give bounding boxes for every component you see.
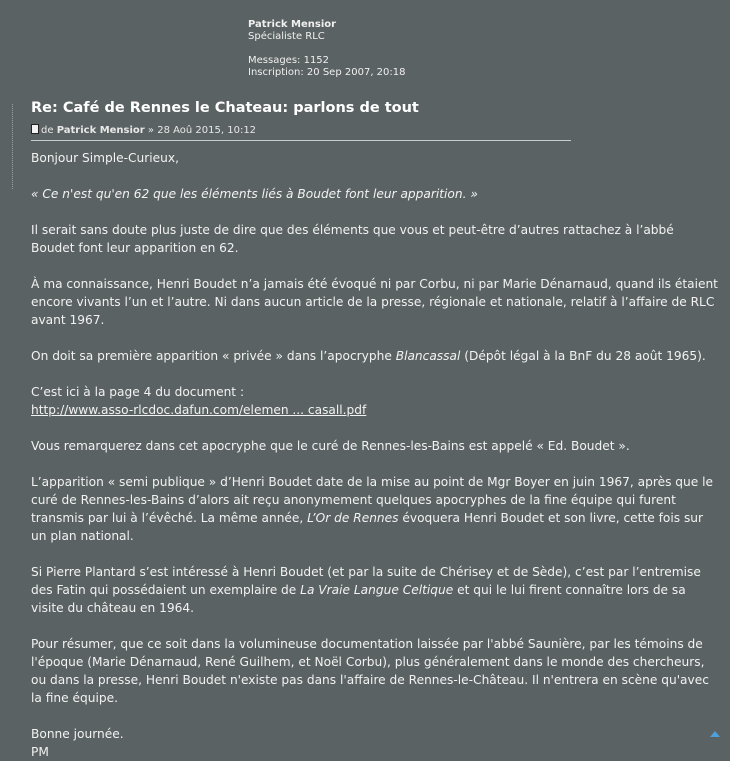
post-paragraph-7	[31, 563, 721, 617]
post-paragraph-2: À ma connaissance, Henri Boudet n’a jamais été évoqué ni par Corbu, ni par Marie Dénarnaud, quand ils étaient encore vivants l’un et l’autre. Ni dans aucun article de la presse, régionale et nationale, relatif à l’affaire de RLC avant 1967.	[31, 277, 718, 327]
post-left-border	[12, 104, 14, 189]
post-meta-prefix: de	[41, 125, 54, 136]
post-closing: Bonne journée.	[31, 727, 124, 741]
post-meta-date: » 28 Aoû 2015, 10:12	[147, 125, 257, 136]
post-paragraph-5: Vous remarquerez dans cet apocryphe que le curé de Rennes-les-Bains est appelé « Ed. Boudet ».	[31, 439, 630, 453]
paragraph-6-text-a: L’apparition « semi publique » d’Henri Boudet date de la mise au point de Mgr Boyer en juin 1967, après que le curé de Rennes-les-Bains d’alors ait reçu anonymement quelques apocryphes de la fine équipe qui furent transmis par lui à l’évêché. La même année,	[31, 475, 714, 525]
post-paragraph-8: Pour résumer, que ce soit dans la volumineuse documentation laissée par l'abbé Saunière, par les témoins de l'époque (Marie Dénarnaud, René Guilhem, et Noël Corbu), plus généralement dans le monde des chercheurs, ou dans la presse, Henri Boudet n'existe pas dans l'affaire de Rennes-le-Château. Il n'entrera en scène qu'avec la fine équipe.	[31, 637, 709, 705]
paragraph-6-text-b: évoquera Henri Boudet et son livre, cette fois sur un plan national.	[31, 511, 704, 543]
paragraph-3-emphasis: Blancassal	[395, 349, 461, 363]
title-divider	[31, 140, 571, 141]
back-to-top-icon[interactable]	[710, 731, 720, 737]
post-paragraph-6	[31, 473, 721, 545]
post-signature: PM	[31, 745, 49, 759]
post-meta	[31, 124, 256, 136]
paragraph-7-text-a: Si Pierre Plantard s’est intéressé à Henri Boudet (et par la suite de Chérisey et de Sède), c’est par l’entremise des Fatin qui possédaient un exemplaire de	[31, 565, 701, 597]
post-paragraph-4	[31, 383, 721, 419]
paragraph-3-text-b: (Dépôt légal à la BnF du 28 août 1965).	[460, 349, 706, 363]
author-profile	[248, 19, 406, 79]
post-greeting: Bonjour Simple-Curieux,	[31, 151, 179, 165]
paragraph-6-emphasis: L’Or de Rennes	[307, 511, 399, 525]
paragraph-7-text-b: et qui le lui firent connaître lors de sa visite du château en 1964.	[31, 583, 686, 615]
author-registration-date: Inscription: 20 Sep 2007, 20:18	[248, 67, 406, 78]
author-name[interactable]: Patrick Mensior	[248, 19, 337, 30]
document-icon[interactable]	[31, 124, 39, 134]
paragraph-4-text: C’est ici à la page 4 du document :	[31, 385, 245, 399]
paragraph-3-text-a: On doit sa première apparition « privée » dans l’apocryphe	[31, 349, 396, 363]
author-message-count: Messages: 1152	[248, 55, 330, 66]
paragraph-7-emphasis: La Vraie Langue Celtique	[300, 583, 454, 597]
post-title[interactable]: Re: Café de Rennes le Chateau: parlons de tout	[31, 100, 419, 116]
post-quote: « Ce n'est qu'en 62 que les éléments liés à Boudet font leur apparition. »	[31, 187, 478, 201]
document-link[interactable]: http://www.asso-rlcdoc.dafun.com/elemen ... casall.pdf	[31, 403, 367, 417]
post-meta-author[interactable]: Patrick Mensior	[56, 125, 145, 136]
post-paragraph-1: Il serait sans doute plus juste de dire que des éléments que vous et peut-être d’autres rattachez à l’abbé Boudet font leur apparition en 62.	[31, 223, 674, 255]
post-content	[31, 149, 721, 761]
author-rank: Spécialiste RLC	[248, 31, 325, 42]
post-paragraph-3	[31, 347, 721, 365]
